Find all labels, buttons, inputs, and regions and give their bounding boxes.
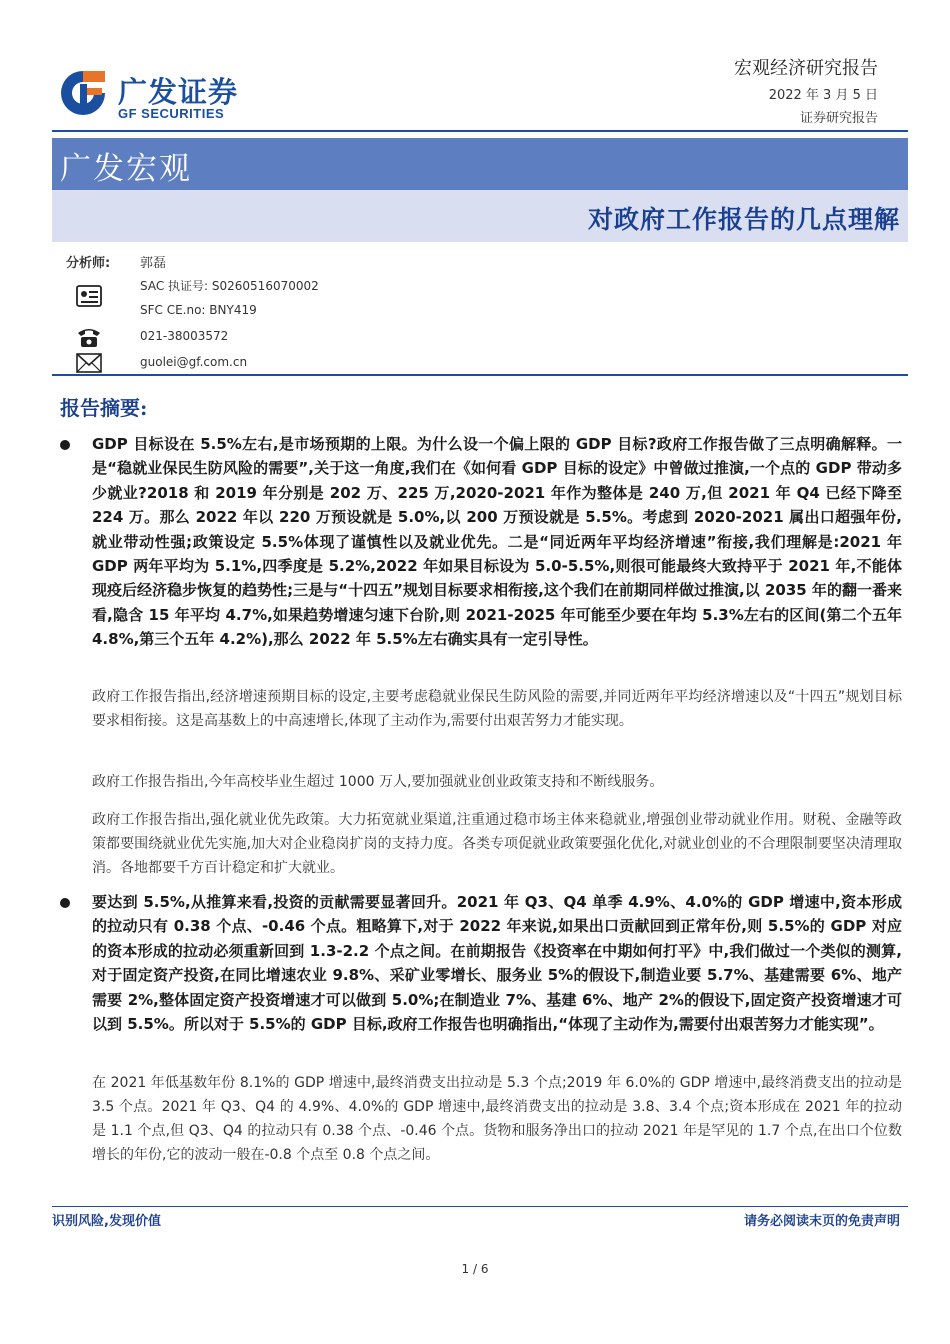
report-type: 宏观经济研究报告 — [734, 58, 878, 79]
id-card-icon — [74, 283, 104, 309]
bullet-2-dot — [60, 898, 70, 908]
page-number: 1 / 6 — [461, 1262, 489, 1276]
summary-bullet-1: GDP 目标设在 5.5%左右,是市场预期的上限。为什么设一个偏上限的 GDP 目标?政府工作报告做了三点明确解释。一是“稳就业保民生防风险的需要”,关于这一角度,我们在《如何看 GDP 目标的设定》中曾做过推演,一个点的 GDP 带动多少就业?2018 和 2019 年分别是 202 万、225 万,2020-2021 年作为整体是 240 万,但 2021 年 Q4 已经下降至 224 万。那么 2022 年以 220 万预设就是 5.0%,以 200 万预设就是 5.5%。考虑到 2020-2021 属出口超强年份,就业带动性强;政策设定 5.5%体现了谨慎性以及就业优先。二是“同近两年平均经济增速”衔接,我们理解是:2021 年 GDP 两年平均为 5.1%,四季度是 5.2%,2022 年如果目标设为 5.0-5.5%,则很可能最终大致持平于 2021 年,不能体现疫后经济稳步恢复的趋势性;三是与“十四五”规划目标要求相衔接,这个我们在前期同样做过推演,以 2035 年的翻一番来看,隐含 15 年平均 4.7%,如果趋势增速匀速下台阶,则 2021-2025 年可能至少要在年均 5.3%左右的区间(第二个五年 4.8%,第三个五年 4.2%),那么 2022 年 5.5%左右确实具有一定引导性。 — [92, 435, 902, 649]
summary-paragraph-3: 政府工作报告指出,强化就业优先政策。大力拓宽就业渠道,注重通过稳市场主体来稳就业,增强创业带动就业作用。财税、金融等政策都要围绕就业优先实施,加大对企业稳岗扩岗的支持力度。各类专项促就业政策要强化优化,对就业创业的不合理限制要坚决清理取消。各地都要千方百计稳定和扩大就业。 — [92, 812, 902, 876]
email-icon — [74, 350, 104, 376]
summary-bullet-2: 要达到 5.5%,从推算来看,投资的贡献需要显著回升。2021 年 Q3、Q4 单季 4.9%、4.0%的 GDP 增速中,资本形成的拉动只有 0.38 个点、-0.46 个点。粗略算下,对于 2022 年来说,如果出口贡献回到正常年份,则 5.5%的 GDP 对应的资本形成的拉动必须重新回到 1.3-2.2 个点之间。在前期报告《投资率在中期如何打平》中,我们做过一个类似的测算,对于固定资产投资,在同比增速农业 9.8%、采矿业零增长、服务业 5%的假设下,制造业要 5.7%、基建需要 6%、地产需要 2%,整体固定资产投资增速才可以做到 5.0%;在制造业 7%、基建 6%、地产 2%的假设下,固定资产投资增速才可以到 5.5%。所以对于 5.5%的 GDP 目标,政府工作报告也明确指出,“体现了主动作为,需要付出艰苦努力才能实现”。 — [92, 893, 902, 1034]
summary-paragraph-2: 政府工作报告指出,今年高校毕业生超过 1000 万人,要加强就业创业政策支持和不断线服务。 — [92, 774, 664, 790]
analyst-email[interactable]: guolei@gf.com.cn — [140, 355, 248, 369]
report-subtype: 证券研究报告 — [799, 111, 878, 126]
analyst-divider — [52, 374, 908, 376]
company-logo — [58, 68, 258, 124]
phone-icon — [74, 324, 104, 350]
summary-paragraph-4: 在 2021 年低基数年份 8.1%的 GDP 增速中,最终消费支出拉动是 5.3 个点;2019 年 6.0%的 GDP 增速中,最终消费支出的拉动是 3.5 个点。2021 年 Q3、Q4 的 4.9%、4.0%的 GDP 增速中,最终消费支出的拉动是 3.8、3.4 个点;资本形成在 2021 年的拉动是 1.1 个点,但 Q3、Q4 的拉动只有 0.38 个点、-0.46 个点。货物和服务净出口的拉动 2021 年是罕见的 1.7 个点,在出口个位数增长的年份,它的波动一般在-0.8 个点至 0.8 个点之间。 — [92, 1075, 902, 1163]
analyst-sfc: SFC CE.no: BNY419 — [140, 303, 257, 317]
gf-logo-icon — [58, 68, 108, 118]
series-title: 广发宏观 — [60, 151, 192, 187]
header-divider — [52, 130, 908, 132]
analyst-label: 分析师: — [66, 256, 111, 271]
analyst-sac: SAC 执证号: S0260516070002 — [140, 279, 319, 293]
report-date: 2022 年 3 月 5 日 — [768, 88, 878, 103]
summary-title: 报告摘要: — [60, 396, 148, 420]
summary-paragraph-1: 政府工作报告指出,经济增速预期目标的设定,主要考虑稳就业保民生防风险的需要,并同近两年平均经济增速以及“十四五”规划目标要求相衔接。这是高基数上的中高速增长,体现了主动作为,需要付出艰苦努力才能实现。 — [92, 689, 902, 729]
analyst-phone: 021-38003572 — [140, 329, 229, 343]
report-title: 对政府工作报告的几点理解 — [587, 205, 900, 234]
analyst-name: 郭磊 — [140, 256, 167, 271]
logo-cn-text: 广发证券 — [118, 75, 239, 109]
bullet-1-dot — [60, 440, 70, 450]
footer-disclaimer: 请务必阅读末页的免责声明 — [743, 1214, 900, 1229]
footer-divider — [52, 1206, 908, 1207]
logo-en-text: GF SECURITIES — [118, 106, 225, 121]
footer-slogan: 识别风险,发现价值 — [52, 1214, 161, 1229]
